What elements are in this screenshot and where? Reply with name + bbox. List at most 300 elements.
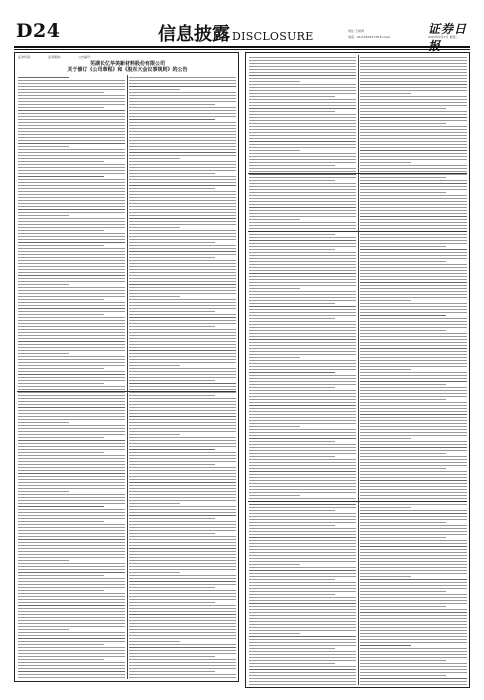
text-line	[129, 134, 236, 135]
text-line	[249, 600, 356, 601]
text-line	[18, 353, 69, 354]
text-line	[249, 663, 335, 664]
text-line	[249, 204, 356, 205]
issue-date: 2023年3月7日 星期二	[428, 35, 459, 39]
text-line	[249, 129, 356, 130]
text-line	[249, 81, 300, 82]
text-line	[360, 672, 467, 673]
text-line	[360, 492, 467, 493]
text-line	[360, 219, 467, 220]
text-line	[249, 300, 356, 301]
text-line	[249, 513, 356, 514]
text-line	[129, 605, 236, 606]
text-line	[129, 95, 236, 96]
text-line	[129, 116, 236, 117]
text-line	[249, 609, 356, 610]
text-line	[18, 101, 125, 102]
text-line	[360, 411, 467, 412]
text-line	[129, 368, 236, 369]
text-line	[360, 267, 467, 268]
text-line	[249, 369, 356, 370]
text-line	[129, 341, 236, 342]
text-line	[249, 339, 356, 340]
text-line	[360, 123, 446, 124]
text-line	[129, 641, 180, 642]
text-line	[360, 669, 467, 670]
text-line	[249, 387, 335, 388]
text-line	[18, 548, 125, 549]
text-line	[249, 603, 356, 604]
text-line	[18, 404, 125, 405]
text-line	[129, 101, 236, 102]
text-line	[129, 509, 236, 510]
text-line	[18, 560, 69, 561]
text-line	[360, 336, 467, 337]
text-line	[18, 242, 125, 243]
announcement-headline	[25, 61, 230, 73]
text-line	[18, 599, 125, 600]
text-line	[360, 540, 467, 541]
text-line	[18, 143, 125, 144]
text-line	[360, 192, 446, 193]
text-line	[249, 570, 356, 571]
text-line	[249, 84, 356, 85]
text-line	[360, 447, 467, 448]
text-line	[18, 254, 125, 255]
text-line	[18, 464, 125, 465]
section-title-cn: 信息披露	[158, 24, 230, 45]
text-line	[360, 381, 467, 382]
text-line	[249, 540, 356, 541]
text-line	[360, 234, 467, 235]
text-line	[249, 549, 356, 550]
text-line	[249, 630, 356, 631]
text-line	[129, 257, 215, 258]
text-line	[249, 372, 335, 373]
text-line	[129, 287, 236, 288]
text-line	[360, 477, 467, 478]
text-line	[360, 573, 467, 574]
text-line	[249, 633, 300, 634]
text-line	[18, 440, 125, 441]
text-line	[18, 497, 125, 498]
text-line	[129, 575, 236, 576]
text-line	[360, 282, 467, 283]
text-line	[18, 146, 69, 147]
text-line	[18, 524, 125, 525]
text-line	[249, 174, 356, 175]
text-line	[249, 156, 356, 157]
text-line	[360, 660, 446, 661]
text-line	[129, 404, 236, 405]
text-line	[360, 333, 467, 334]
text-line	[129, 428, 236, 429]
text-line	[360, 408, 467, 409]
text-line	[360, 564, 467, 565]
text-line	[360, 504, 467, 505]
text-line	[360, 147, 467, 148]
text-line	[360, 666, 467, 667]
text-line	[249, 150, 300, 151]
text-line	[249, 93, 356, 94]
text-line	[18, 401, 125, 402]
text-line	[18, 554, 125, 555]
text-line	[249, 468, 356, 469]
text-line	[360, 465, 467, 466]
text-line	[249, 561, 356, 562]
text-line	[18, 506, 104, 507]
section-divider	[248, 501, 467, 502]
text-line	[249, 606, 356, 607]
text-line	[129, 599, 236, 600]
text-line	[18, 446, 125, 447]
text-line	[249, 384, 356, 385]
text-line	[249, 87, 356, 88]
text-line	[129, 89, 180, 90]
text-line	[249, 642, 356, 643]
text-line	[129, 107, 236, 108]
text-line	[249, 504, 356, 505]
text-line	[18, 431, 125, 432]
text-line	[18, 245, 104, 246]
text-line	[129, 635, 236, 636]
text-line	[249, 399, 356, 400]
text-line	[18, 128, 125, 129]
text-line	[18, 188, 125, 189]
text-line	[129, 488, 236, 489]
text-line	[249, 186, 356, 187]
text-line	[18, 578, 125, 579]
text-line	[249, 582, 356, 583]
text-line	[129, 290, 236, 291]
text-line	[129, 548, 236, 549]
text-line	[129, 434, 180, 435]
masthead-rule	[14, 46, 470, 48]
text-line	[360, 531, 467, 532]
text-line	[18, 668, 125, 669]
text-line	[360, 600, 467, 601]
text-line	[18, 509, 125, 510]
text-line	[129, 293, 236, 294]
text-line	[360, 270, 467, 271]
text-line	[360, 180, 467, 181]
text-line	[129, 305, 236, 306]
text-line	[360, 345, 467, 346]
text-line	[129, 644, 236, 645]
text-line	[129, 476, 236, 477]
text-line	[360, 534, 467, 535]
text-line	[18, 359, 125, 360]
text-line	[360, 309, 467, 310]
text-line	[249, 354, 356, 355]
text-line	[18, 416, 125, 417]
text-line	[360, 639, 467, 640]
text-line	[129, 365, 180, 366]
text-line	[360, 552, 467, 553]
text-line	[18, 452, 104, 453]
text-line	[249, 171, 356, 172]
text-line	[249, 246, 356, 247]
text-line	[360, 144, 467, 145]
text-line	[249, 105, 356, 106]
text-line	[360, 567, 467, 568]
text-line	[18, 119, 125, 120]
text-line	[129, 113, 236, 114]
text-line	[18, 212, 125, 213]
text-line	[360, 258, 467, 259]
text-line	[18, 332, 125, 333]
text-line	[360, 330, 446, 331]
text-line	[249, 591, 356, 592]
text-line	[129, 587, 215, 588]
text-line	[360, 87, 467, 88]
text-line	[129, 371, 236, 372]
text-line	[249, 555, 356, 556]
text-line	[129, 467, 236, 468]
text-line	[18, 185, 125, 186]
text-line	[18, 257, 125, 258]
text-line	[18, 116, 125, 117]
text-line	[360, 60, 467, 61]
text-line	[18, 677, 125, 678]
text-line	[129, 494, 236, 495]
text-line	[129, 335, 236, 336]
text-line	[18, 545, 125, 546]
text-line	[18, 131, 125, 132]
text-line	[360, 318, 467, 319]
text-line	[129, 224, 236, 225]
text-line	[18, 386, 125, 387]
text-line	[249, 135, 356, 136]
text-line	[129, 275, 236, 276]
text-line	[129, 563, 236, 564]
text-line	[360, 621, 467, 622]
text-line	[360, 432, 467, 433]
text-line	[249, 639, 356, 640]
text-line	[360, 240, 467, 241]
text-line	[129, 650, 236, 651]
text-line	[129, 581, 236, 582]
text-line	[360, 543, 467, 544]
text-line	[129, 668, 236, 669]
text-line	[360, 255, 467, 256]
text-line	[129, 254, 236, 255]
text-line	[129, 374, 236, 375]
text-line	[129, 227, 180, 228]
text-line	[129, 446, 236, 447]
text-line	[360, 606, 446, 607]
text-line	[129, 233, 236, 234]
text-line	[249, 510, 335, 511]
headline-line-2: 关于修订《公司章程》和《股东大会议事规则》的公告	[67, 67, 188, 73]
text-line	[360, 609, 467, 610]
text-line	[249, 108, 356, 109]
text-line	[18, 566, 125, 567]
text-line	[129, 80, 236, 81]
text-line	[360, 453, 446, 454]
text-line	[249, 417, 356, 418]
text-line	[249, 420, 356, 421]
text-line	[18, 233, 125, 234]
text-line	[18, 308, 125, 309]
text-line	[129, 512, 236, 513]
text-line	[360, 642, 467, 643]
newspaper-logo: 证券日	[428, 22, 468, 36]
text-line	[249, 324, 356, 325]
text-line	[360, 84, 467, 85]
text-line	[18, 389, 125, 390]
text-line	[18, 158, 125, 159]
text-line	[360, 162, 411, 163]
text-line	[18, 596, 125, 597]
announcement-body	[17, 75, 236, 679]
text-line	[360, 339, 467, 340]
masthead	[10, 18, 472, 48]
text-line	[249, 147, 356, 148]
text-line	[129, 278, 236, 279]
text-line	[360, 279, 467, 280]
text-line	[249, 270, 356, 271]
text-line	[249, 459, 356, 460]
text-line	[129, 323, 236, 324]
text-line	[129, 284, 236, 285]
text-line	[18, 80, 125, 81]
text-line	[129, 140, 236, 141]
text-line	[129, 506, 236, 507]
text-line	[249, 279, 356, 280]
column-divider	[127, 75, 128, 679]
page-number: D24	[16, 20, 61, 42]
text-line	[18, 476, 125, 477]
text-line	[360, 201, 467, 202]
text-line	[360, 168, 467, 169]
text-line	[129, 179, 236, 180]
text-line	[129, 653, 236, 654]
text-line	[129, 431, 236, 432]
notice-no-label: 公告编号：	[77, 55, 93, 59]
text-line	[18, 539, 125, 540]
text-line	[360, 303, 467, 304]
text-line	[129, 413, 236, 414]
text-line	[249, 426, 300, 427]
text-line	[249, 237, 356, 238]
text-line	[129, 443, 236, 444]
text-line	[249, 126, 356, 127]
text-line	[18, 206, 125, 207]
text-line	[360, 363, 467, 364]
text-line	[249, 357, 300, 358]
text-line	[360, 495, 467, 496]
text-line	[360, 156, 467, 157]
text-line	[129, 521, 236, 522]
text-line	[360, 441, 467, 442]
text-line	[249, 123, 356, 124]
text-line	[129, 557, 236, 558]
text-line	[18, 662, 125, 663]
text-line	[249, 366, 356, 367]
text-line	[129, 149, 236, 150]
text-line	[129, 596, 236, 597]
text-line	[360, 102, 467, 103]
text-line	[360, 99, 467, 100]
text-line	[18, 203, 125, 204]
text-line	[129, 245, 236, 246]
text-line	[360, 507, 411, 508]
text-line	[360, 576, 411, 577]
text-line	[18, 536, 125, 537]
text-line	[249, 261, 356, 262]
text-line	[18, 605, 125, 606]
text-line	[18, 107, 104, 108]
text-line	[18, 470, 125, 471]
text-line	[249, 627, 356, 628]
text-line	[360, 627, 467, 628]
text-line	[360, 399, 446, 400]
text-line	[129, 545, 236, 546]
text-line	[360, 570, 467, 571]
text-line	[129, 410, 236, 411]
stock-code-row	[18, 55, 236, 59]
text-line	[129, 362, 236, 363]
text-line	[249, 168, 356, 169]
text-line	[18, 278, 125, 279]
text-line	[18, 620, 125, 621]
text-line	[360, 555, 467, 556]
text-line	[360, 114, 467, 115]
text-line	[129, 611, 236, 612]
text-line	[129, 533, 215, 534]
text-line	[18, 533, 125, 534]
text-line	[249, 192, 356, 193]
text-line	[18, 527, 125, 528]
text-line	[18, 422, 69, 423]
text-line	[18, 542, 125, 543]
text-line	[360, 489, 467, 490]
text-line	[249, 318, 335, 319]
text-line	[360, 462, 467, 463]
headline-line-1: 芜湖长亿华美新材料股份有限公司	[89, 61, 165, 67]
text-line	[249, 465, 356, 466]
text-line	[249, 423, 356, 424]
text-line	[249, 447, 356, 448]
text-line	[249, 75, 356, 76]
text-line	[249, 594, 335, 595]
text-line	[249, 585, 356, 586]
text-line	[129, 236, 236, 237]
text-line	[129, 377, 236, 378]
text-line	[129, 500, 236, 501]
text-line	[129, 170, 236, 171]
text-line	[18, 77, 69, 78]
text-line	[129, 272, 236, 273]
text-line	[129, 218, 236, 219]
text-line	[360, 657, 467, 658]
text-line	[18, 503, 125, 504]
text-line	[129, 386, 236, 387]
text-line	[249, 267, 356, 268]
text-line	[129, 317, 236, 318]
text-line	[18, 176, 104, 177]
text-line	[249, 612, 356, 613]
text-line	[360, 327, 467, 328]
text-line	[249, 297, 356, 298]
text-line	[129, 677, 236, 678]
text-line	[360, 150, 467, 151]
editor-credit: 责任 王杨青	[348, 29, 364, 33]
text-line	[360, 354, 467, 355]
text-line	[249, 66, 356, 67]
text-line	[360, 561, 467, 562]
